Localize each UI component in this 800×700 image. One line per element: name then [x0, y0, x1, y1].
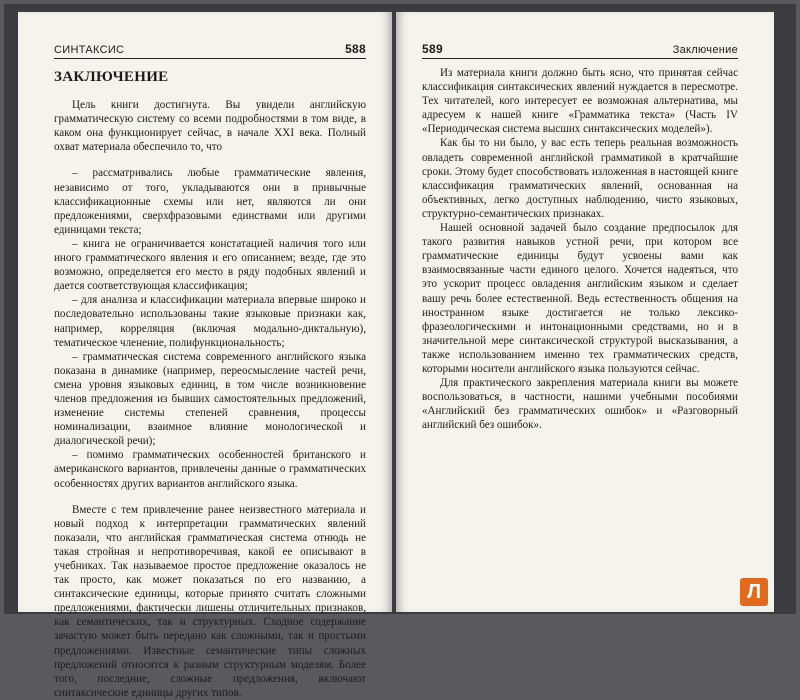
- list-item: – книга не ограничивается констатацией наличия того или иного грамматического явления и его описанием; везде, где это возможно, определяется его место в ряду подобных явлений и дается соответствующая классификация;: [54, 237, 366, 293]
- right-page: [396, 12, 774, 612]
- left-running-header: [54, 40, 366, 59]
- intro-paragraph: Цель книги достигнута. Вы увидели английскую грамматическую систему со всеми подробностями в том виде, в каком она функционирует сейчас, в начале XXI века. Полный охват материала обеспечило то, что: [54, 99, 366, 154]
- left-running-head: СИНТАКСИС: [54, 44, 125, 56]
- list-item: – рассматривались любые грамматические явления, независимо от того, укладываются они в привычные классификационные схемы или нет, являются ли они предложениями, сверхфразовыми единствами или другими единицами текста;: [54, 167, 366, 236]
- list-item: – помимо грамматических особенностей британского и американского вариантов, привлечены данные о грамматических особенностях других вариантов английского языка.: [54, 449, 366, 490]
- left-page: [18, 12, 392, 699]
- list-item: – грамматическая система современного английского языка показана в динамике (например, переосмысление частей речи, смена уровня языковых единиц, в том числе возникновение членов предложения из бывших самостоятельных предложений, изменение системы степеней сравнения, процессы номинализации, взаимное влияние монологической и диалогической речи);: [54, 350, 366, 448]
- list-item: – для анализа и классификации материала впервые широко и последовательно использованы такие языковые признаки как, например, корреляция (включая модально-диктальную), тематическое членение, полифункциональность;: [54, 294, 366, 349]
- body-paragraph: Для практического закрепления материала книги вы можете воспользоваться, в частности, нашими учебными пособиями «Английский без грамматических ошибок» и «Разговорный английский без ошибок».: [422, 377, 738, 432]
- left-page-content: [54, 70, 366, 700]
- book-spread: [4, 4, 796, 699]
- closing-paragraph: Вместе с тем привлечение ранее неизвестного материала и новый подход к интерпретации грамматических явлений показали, что английская грамматическая система отнюдь не такая стройная и непротиворечивая, какой ее описывают в учебниках. Так называемое простое предложение оказалось не так просто, как может показаться по его названию, а синтаксические единицы, которые принято считать сложными предложениями, фактически лишены отличительных признаков, как семантических, так и структурных. Сходное содержание зачастую может быть передано как сложными, так и простыми предложениями. Известные семантические типы сложных предложений относятся к разным структурным моделям. Более того, последние, сложные предложения, включают синтаксические единицы других типов.: [54, 503, 366, 699]
- body-paragraph: Как бы то ни было, у вас есть теперь реальная возможность овладеть современной английской грамматикой в кратчайшие сроки. Этому будет способствовать изложенная в настоящей книге классификация грамматических явлений, основанная на объективных, легко доступных наблюдению, чисто языковых, структурно-семантических признаках.: [422, 137, 738, 220]
- right-running-head: Заключение: [672, 44, 738, 56]
- body-paragraph: Нашей основной задачей было создание предпосылок для такого развития навыков устной речи, при котором все грамматические единицы будут усвоены вами как взаимосвязанные части единого целого. Хочется надеяться, что это ускорит процесс овладения английским языком и сделает вашу речь более естественной. Ведь естественность общения на иностранном языке достигается не только лексико-фразеологическими и интонационными средствами, но и в значительной мере синтаксической структурой высказывания, а также использованием именно тех грамматических средств, которыми носители английского языка пользуются сейчас.: [422, 222, 738, 375]
- chapter-heading: ЗАКЛЮЧЕНИЕ: [54, 69, 169, 85]
- body-paragraph: Из материала книги должно быть ясно, что принятая сейчас классификация синтаксических явлений нуждается в пересмотре. Тех читателей, кого интересует ее возможная альтернатива, мы адресуем к нашей книге «Грамматика текста» (Часть IV «Периодическая система высших синтаксических моделей»).: [422, 67, 738, 136]
- right-running-header: [422, 40, 738, 59]
- right-page-content: [422, 66, 738, 432]
- left-page-number: 588: [345, 42, 366, 56]
- right-page-number: 589: [422, 42, 443, 56]
- watermark-logo-icon: Л: [740, 578, 768, 606]
